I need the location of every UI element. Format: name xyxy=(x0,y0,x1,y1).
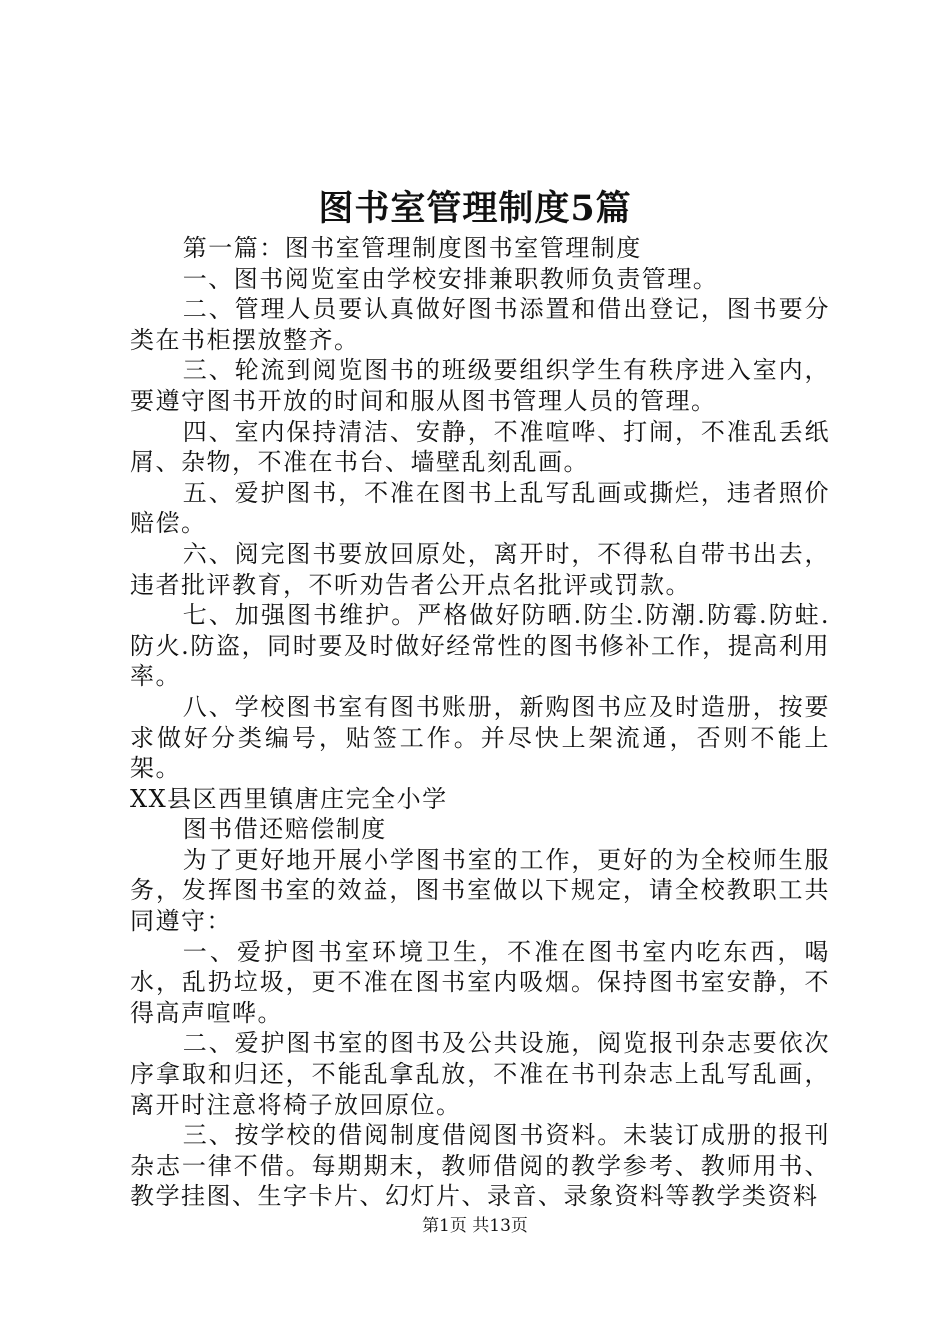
paragraph: 一、图书阅览室由学校安排兼职教师负责管理。 xyxy=(182,264,719,293)
page-footer: 第1页 共13页 xyxy=(422,1216,528,1236)
paragraph: 五、爱护图书，不准在图书上乱写乱画或撕烂，违者照价赔偿。 xyxy=(130,478,830,538)
paragraph: 为了更好地开展小学图书室的工作，更好的为全校师生服务，发挥图书室的效益，图书室做以下规定，请全校教职工共同遵守： xyxy=(130,845,830,936)
paragraph: 一、爱护图书室环境卫生，不准在图书室内吃东西，喝水，乱扔垃圾，更不准在图书室内吸烟。保持图书室安静，不得高声喧哗。 xyxy=(130,937,830,1027)
document-body xyxy=(130,233,830,1212)
school-name: XX县区西里镇唐庄完全小学 xyxy=(130,784,448,813)
paragraph: 二、爱护图书室的图书及公共设施，阅览报刊杂志要依次序拿取和归还，不能乱拿乱放，不准在书刊杂志上乱写乱画，离开时注意将椅子放回原位。 xyxy=(130,1029,830,1119)
section-heading: 第一篇：图书室管理制度图书室管理制度 xyxy=(182,234,642,262)
document-title: 图书室管理制度5篇 xyxy=(318,188,632,229)
paragraph: 八、学校图书室有图书账册，新购图书应及时造册，按要求做好分类编号，贴签工作。并尽快上架流通，否则不能上架。 xyxy=(130,692,830,783)
paragraph: 六、阅完图书要放回原处，离开时，不得私自带书出去，违者批评教育，不听劝告者公开点名批评或罚款。 xyxy=(130,539,830,599)
paragraph: 三、按学校的借阅制度借阅图书资料。未装订成册的报刊杂志一律不借。每期期末，教师借阅的教学参考、教师用书、教学挂图、生字卡片、幻灯片、录音、录象资料等教学类资料 xyxy=(130,1121,830,1211)
paragraph: 七、加强图书维护。严格做好防晒.防尘.防潮.防霉.防蛀.防火.防盗，同时要及时做好经常性的图书修补工作，提高利用率。 xyxy=(130,601,830,691)
paragraph: 四、室内保持清洁、安静，不准喧哗、打闹，不准乱丢纸屑、杂物，不准在书台、墙壁乱刻乱画。 xyxy=(130,417,830,477)
subheading: 图书借还赔偿制度 xyxy=(182,815,387,844)
paragraph: 二、管理人员要认真做好图书添置和借出登记，图书要分类在书柜摆放整齐。 xyxy=(130,295,830,354)
paragraph: 三、轮流到阅览图书的班级要组织学生有秩序进入室内，要遵守图书开放的时间和服从图书管理人员的管理。 xyxy=(130,356,830,415)
